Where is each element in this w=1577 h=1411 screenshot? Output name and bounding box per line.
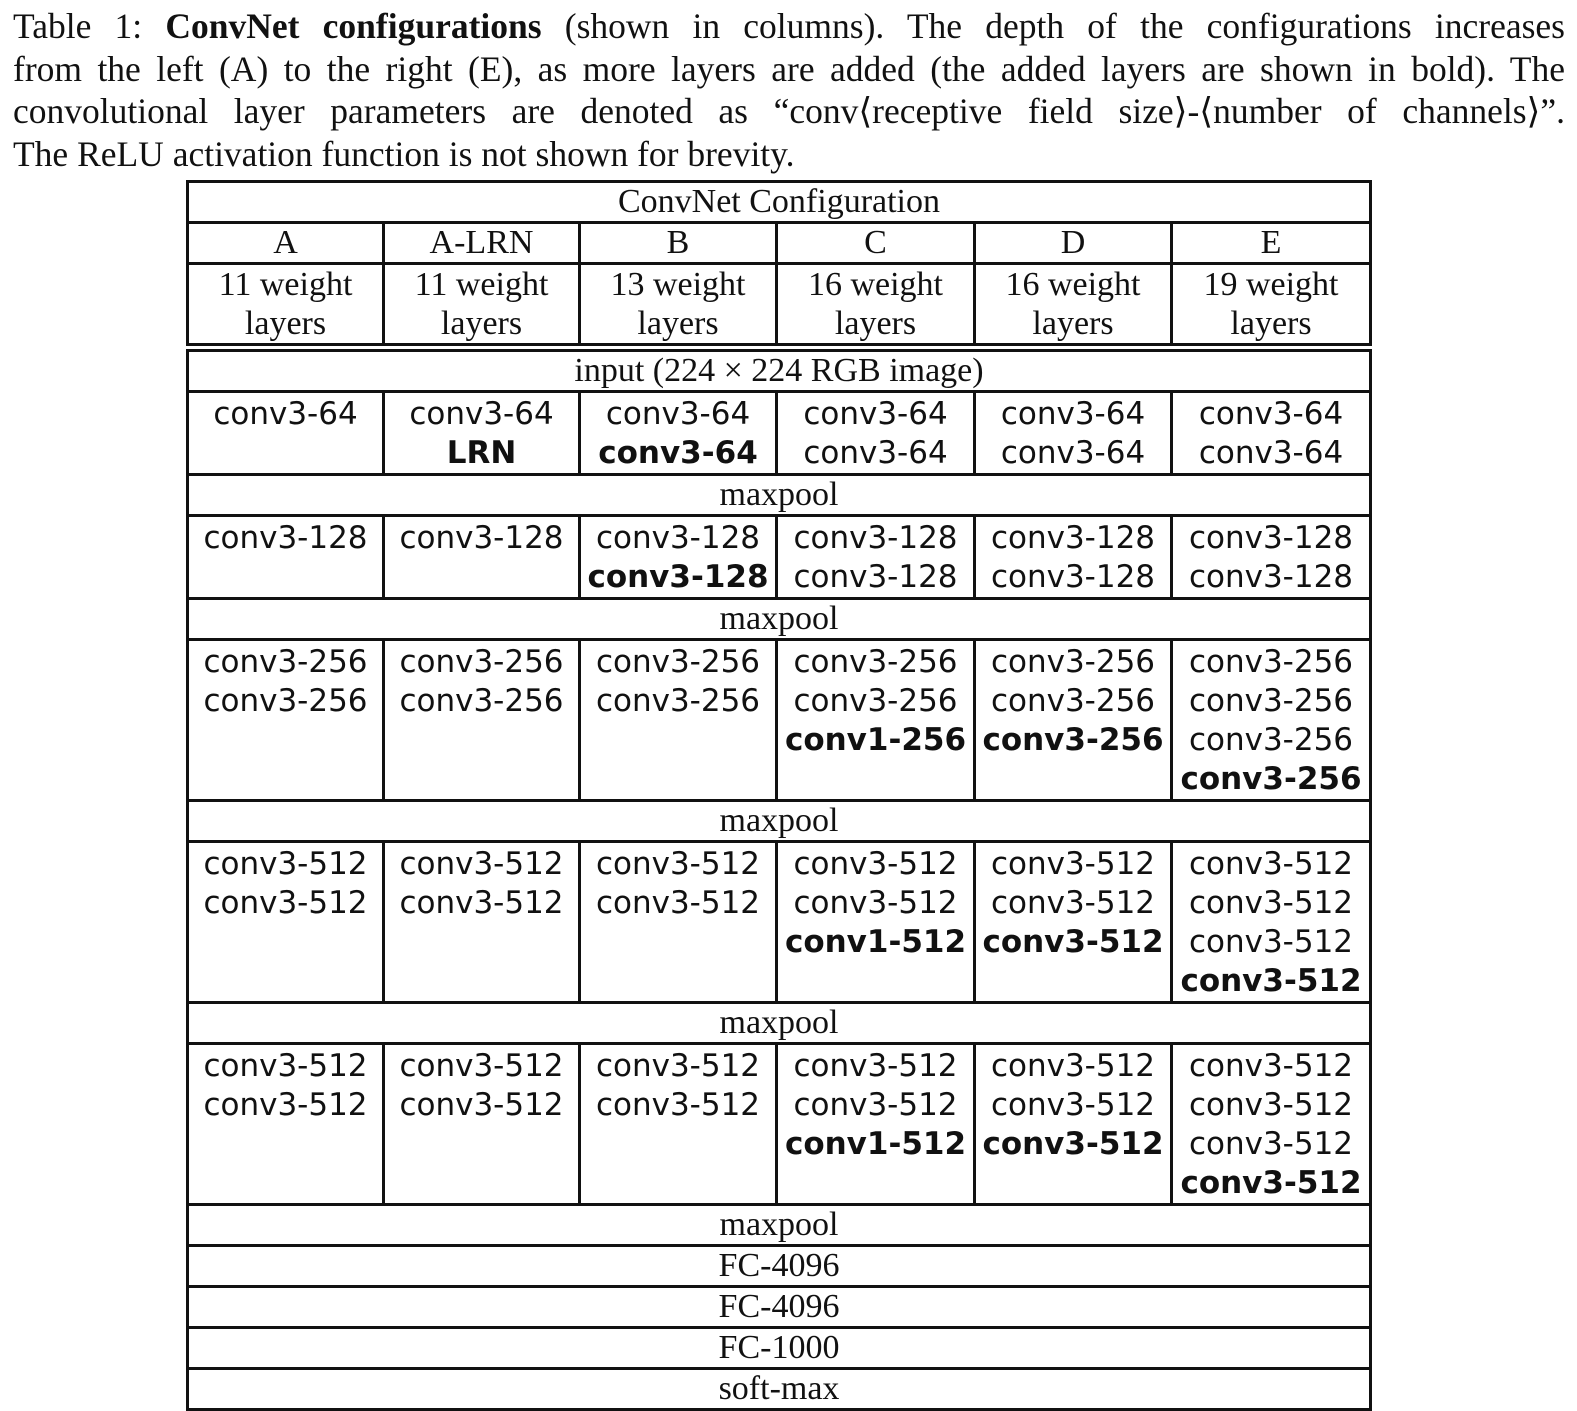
depth-line: layers (244, 305, 327, 342)
caption-text: Table 1: (13, 6, 166, 46)
layer: conv3-512 (399, 846, 564, 882)
layer-cell (384, 516, 580, 599)
table-title: ConvNet Configuration (188, 182, 1371, 223)
full-width-layer-row: input (224 × 224 RGB image) (188, 351, 1371, 392)
added-layer: LRN (446, 435, 517, 471)
layer: conv3-512 (1188, 846, 1354, 882)
layer-cell (975, 640, 1172, 801)
layer: conv3-512 (1188, 924, 1354, 960)
layer: conv3-512 (399, 885, 564, 921)
column-depth-cell (188, 264, 384, 345)
column-header-a-lrn: A-LRN (384, 223, 580, 264)
layer-cell (1172, 842, 1371, 1003)
layer-cell (384, 1044, 580, 1205)
layer: conv3-512 (793, 1048, 958, 1084)
full-width-layer-row: FC-4096 (188, 1287, 1371, 1328)
depth-line: layers (1230, 305, 1312, 342)
layer: conv3-512 (399, 1087, 564, 1123)
layer: conv3-64 (605, 396, 751, 432)
layer: conv3-512 (990, 1048, 1156, 1084)
layer-cell (580, 392, 777, 475)
layer: conv3-512 (990, 885, 1156, 921)
depth-line: layers (637, 305, 719, 342)
added-layer: conv3-512 (982, 1126, 1164, 1162)
layer: conv3-128 (1188, 559, 1354, 595)
column-depth-cell (1172, 264, 1371, 345)
caption-line (13, 5, 1565, 48)
depth-line: 11 weight (414, 266, 549, 303)
layer-cell (188, 842, 384, 1003)
convnet-configuration-table (186, 180, 1372, 1411)
layer: conv3-512 (1188, 1126, 1354, 1162)
layer-cell (975, 516, 1172, 599)
layer: conv3-512 (203, 885, 368, 921)
caption-line (13, 48, 1565, 91)
layer: conv3-256 (1188, 683, 1354, 719)
layer: conv3-512 (793, 846, 958, 882)
layer: conv3-512 (399, 1048, 564, 1084)
layer: conv3-256 (1188, 644, 1354, 680)
layer-cell (188, 1044, 384, 1205)
layer: conv3-64 (213, 396, 358, 432)
added-layer: conv3-256 (1180, 761, 1362, 797)
caption-text: (shown in columns). The depth of the configurations increases (541, 6, 1565, 46)
layer-cell (580, 640, 777, 801)
caption-line (13, 133, 1565, 176)
layer: conv3-128 (990, 559, 1156, 595)
layer: conv3-64 (1198, 396, 1344, 432)
caption-text: The ReLU activation function is not shown for brevity. (13, 133, 795, 174)
layer-cell (580, 1044, 777, 1205)
full-width-layer-row: soft-max (188, 1369, 1371, 1410)
added-layer: conv3-256 (982, 722, 1164, 758)
layer: conv3-512 (1188, 1048, 1354, 1084)
layer-cell (1172, 1044, 1371, 1205)
caption-bold-text: ConvNet configurations (165, 6, 542, 46)
layer: conv3-256 (793, 683, 958, 719)
layer: conv3-64 (803, 435, 948, 471)
layer: conv3-128 (793, 520, 958, 556)
depth-line: layers (834, 305, 917, 342)
added-layer: conv1-512 (784, 924, 967, 960)
layer-cell (975, 1044, 1172, 1205)
layer: conv3-256 (793, 644, 958, 680)
maxpool-row: maxpool (188, 475, 1371, 516)
full-width-layer-row: FC-1000 (188, 1328, 1371, 1369)
layer: conv3-512 (1188, 1087, 1354, 1123)
column-header-e: E (1172, 223, 1371, 264)
layer-cell (188, 516, 384, 599)
layer: conv3-128 (793, 559, 958, 595)
layer: conv3-64 (409, 396, 554, 432)
column-header-a: A (188, 223, 384, 264)
layer-cell (580, 516, 777, 599)
layer: conv3-64 (1198, 435, 1344, 471)
layer: conv3-256 (203, 644, 368, 680)
depth-line: 16 weight (1005, 266, 1141, 303)
added-layer: conv3-64 (598, 435, 758, 471)
layer-cell (580, 842, 777, 1003)
layer-cell (975, 392, 1172, 475)
full-width-layer-row: FC-4096 (188, 1246, 1371, 1287)
added-layer: conv3-512 (1180, 1165, 1362, 1201)
layer: conv3-256 (595, 644, 761, 680)
layer-cell (777, 842, 975, 1003)
layer: conv3-512 (203, 1087, 368, 1123)
table-caption (13, 5, 1565, 175)
depth-line: layers (1032, 305, 1114, 342)
layer: conv3-128 (203, 520, 368, 556)
added-layer: conv3-512 (1180, 963, 1362, 999)
layer: conv3-256 (990, 683, 1156, 719)
layer-cell (777, 640, 975, 801)
layer-cell (188, 392, 384, 475)
added-layer: conv1-512 (784, 1126, 967, 1162)
depth-line: 13 weight (610, 266, 746, 303)
maxpool-row: maxpool (188, 1205, 1371, 1246)
added-layer: conv3-128 (587, 559, 769, 595)
layer-cell (384, 640, 580, 801)
layer-cell (777, 392, 975, 475)
maxpool-row: maxpool (188, 801, 1371, 842)
layer-cell (384, 842, 580, 1003)
column-header-b: B (580, 223, 777, 264)
column-header-d: D (975, 223, 1172, 264)
layer: conv3-64 (1000, 396, 1146, 432)
layer: conv3-256 (203, 683, 368, 719)
layer: conv3-128 (399, 520, 564, 556)
layer-cell (188, 640, 384, 801)
maxpool-row: maxpool (188, 1003, 1371, 1044)
layer: conv3-64 (1000, 435, 1146, 471)
column-depth-cell (777, 264, 975, 345)
depth-line: 11 weight (218, 266, 353, 303)
layer-cell (777, 516, 975, 599)
column-depth-cell (975, 264, 1172, 345)
column-depth-cell (384, 264, 580, 345)
layer-cell (1172, 516, 1371, 599)
column-depth-cell (580, 264, 777, 345)
depth-line: 19 weight (1203, 266, 1339, 303)
layer: conv3-256 (399, 644, 564, 680)
column-header-c: C (777, 223, 975, 264)
layer: conv3-512 (990, 1087, 1156, 1123)
layer: conv3-512 (793, 1087, 958, 1123)
caption-line (13, 90, 1565, 133)
layer-cell (975, 842, 1172, 1003)
maxpool-row: maxpool (188, 599, 1371, 640)
depth-line: 16 weight (807, 266, 944, 303)
layer-cell (1172, 640, 1371, 801)
added-layer: conv3-512 (982, 924, 1164, 960)
layer: conv3-512 (793, 885, 958, 921)
layer: conv3-512 (595, 885, 761, 921)
depth-line: layers (440, 305, 523, 342)
layer: conv3-256 (595, 683, 761, 719)
layer-cell (384, 392, 580, 475)
layer: conv3-512 (203, 846, 368, 882)
layer: conv3-512 (990, 846, 1156, 882)
layer: conv3-512 (203, 1048, 368, 1084)
layer: conv3-64 (803, 396, 948, 432)
layer: conv3-256 (399, 683, 564, 719)
caption-text: convolutional layer parameters are denoted as “conv⟨receptive field size⟩-⟨number of channels⟩”. (13, 91, 1565, 131)
layer: conv3-128 (1188, 520, 1354, 556)
layer-cell (777, 1044, 975, 1205)
layer: conv3-512 (595, 1087, 761, 1123)
added-layer: conv1-256 (784, 722, 967, 758)
layer-cell (1172, 392, 1371, 475)
layer: conv3-512 (1188, 885, 1354, 921)
layer: conv3-512 (595, 1048, 761, 1084)
layer: conv3-256 (1188, 722, 1354, 758)
layer: conv3-128 (595, 520, 761, 556)
caption-text: from the left (A) to the right (E), as more layers are added (the added layers are shown in bold). The (13, 48, 1565, 89)
layer: conv3-256 (990, 644, 1156, 680)
layer: conv3-512 (595, 846, 761, 882)
layer: conv3-128 (990, 520, 1156, 556)
